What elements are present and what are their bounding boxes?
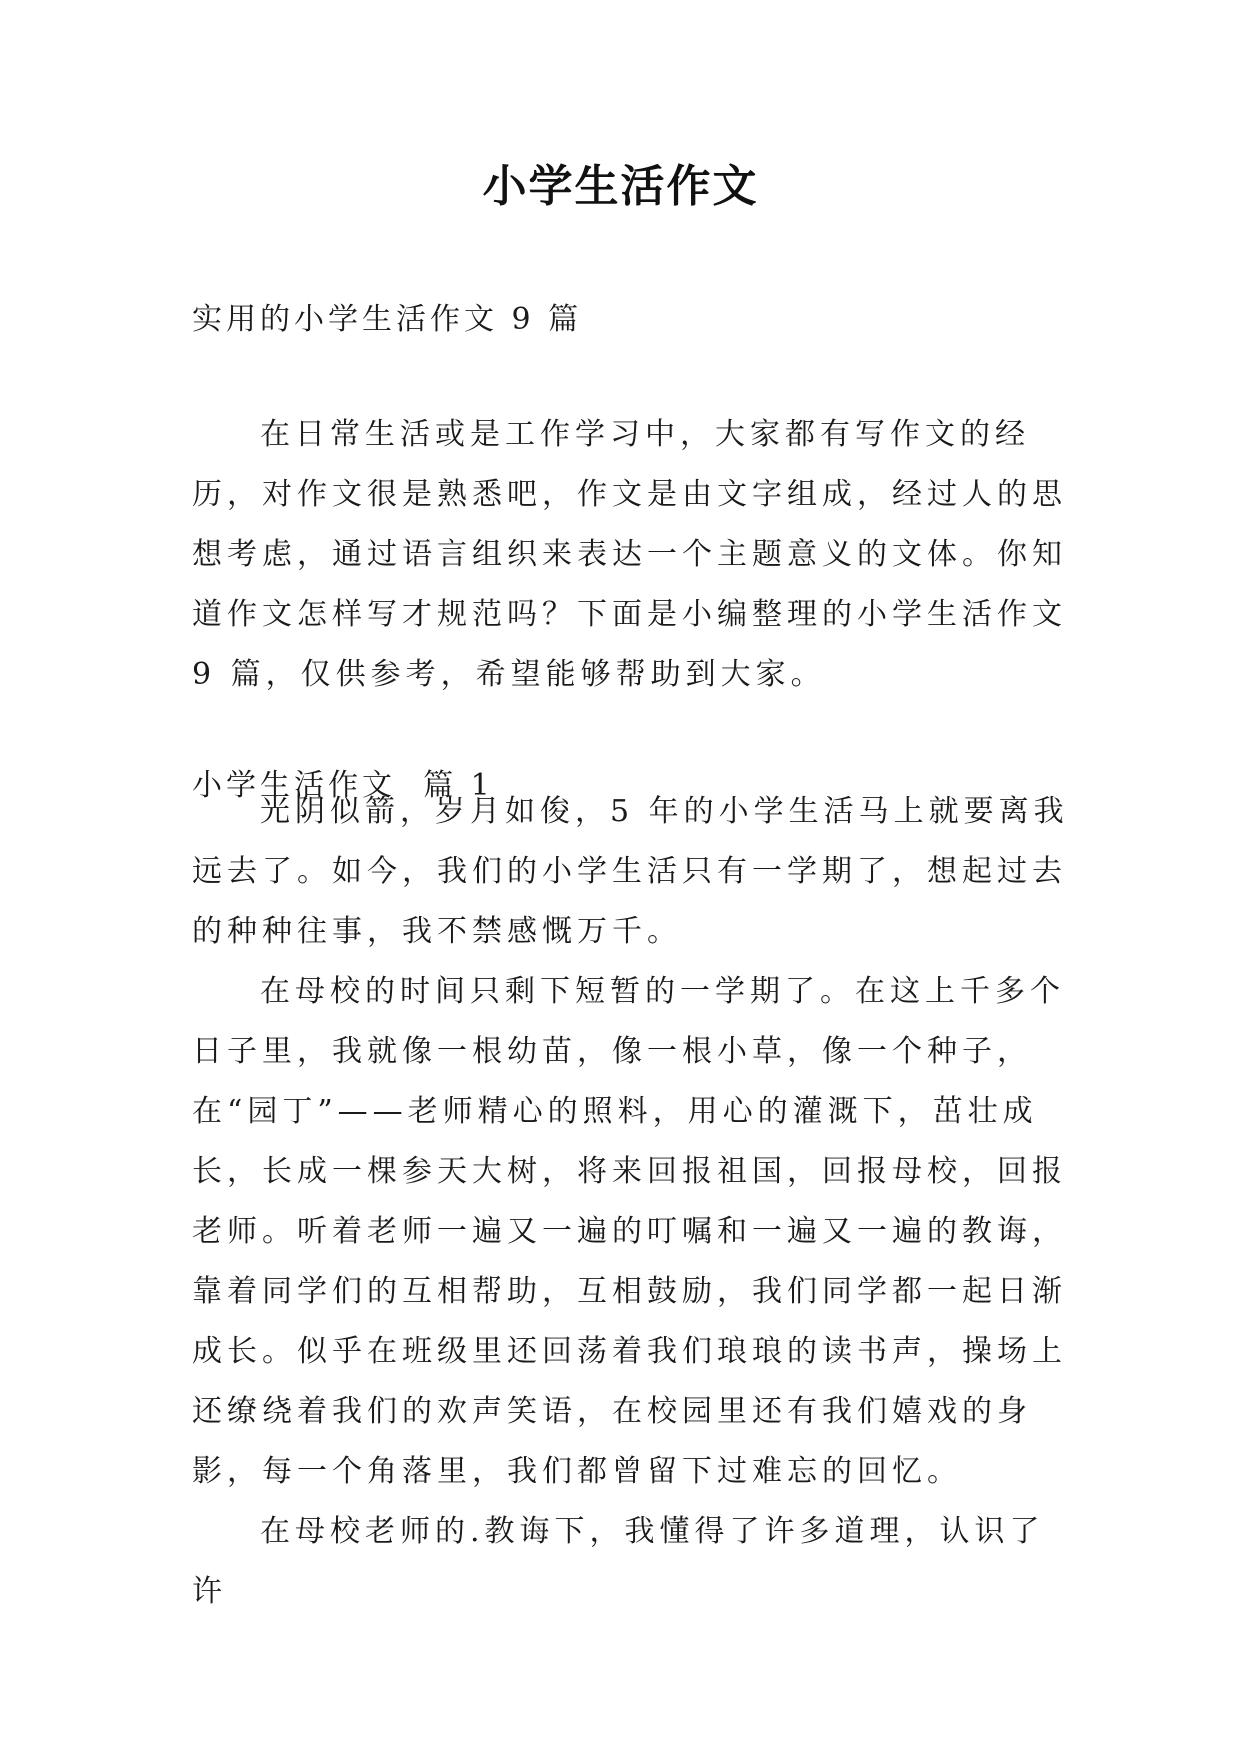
intro-block — [192, 405, 1072, 705]
section-heading: 小学生活作文 篇 1 — [192, 768, 494, 803]
essay-body — [192, 782, 1072, 1622]
intro-paragraph: 在日常生活或是工作学习中，大家都有写作文的经历，对作文很是熟悉吧，作文是由文字组成，经过人的思想考虑，通过语言组织来表达一个主题意义的文体。你知道作文怎样写才规范吗？下面是小编整理的小学生活作文 9 篇，仅供参考，希望能够帮助到大家。 — [192, 417, 1067, 692]
document-subtitle: 实用的小学生活作文 9 篇 — [192, 302, 583, 337]
body-paragraph-2: 在母校的时间只剩下短暂的一学期了。在这上千多个日子里，我就像一根幼苗，像一根小草，像一个种子，在“园丁”——老师精心的照料，用心的灌溉下，茁壮成长，长成一棵参天大树，将来回报祖国，回报母校，回报老师。听着老师一遍又一遍的叮嘱和一遍又一遍的教诲，靠着同学们的互相帮助，互相鼓励，我们同学都一起日渐成长。似乎在班级里还回荡着我们琅琅的读书声，操场上还缭绕着我们的欢声笑语，在校园里还有我们嬉戏的身影，每一个角落里，我们都曾留下过难忘的回忆。 — [192, 974, 1067, 1489]
document-title: 小学生活作文 — [482, 161, 759, 212]
body-paragraph-1: 光阴似箭，岁月如俊，5 年的小学生活马上就要离我远去了。如今，我们的小学生活只有一学期了，想起过去的种种往事，我不禁感慨万千。 — [192, 794, 1069, 949]
body-paragraph-3: 在母校老师的.教诲下，我懂得了许多道理，认识了许 — [192, 1514, 1045, 1609]
